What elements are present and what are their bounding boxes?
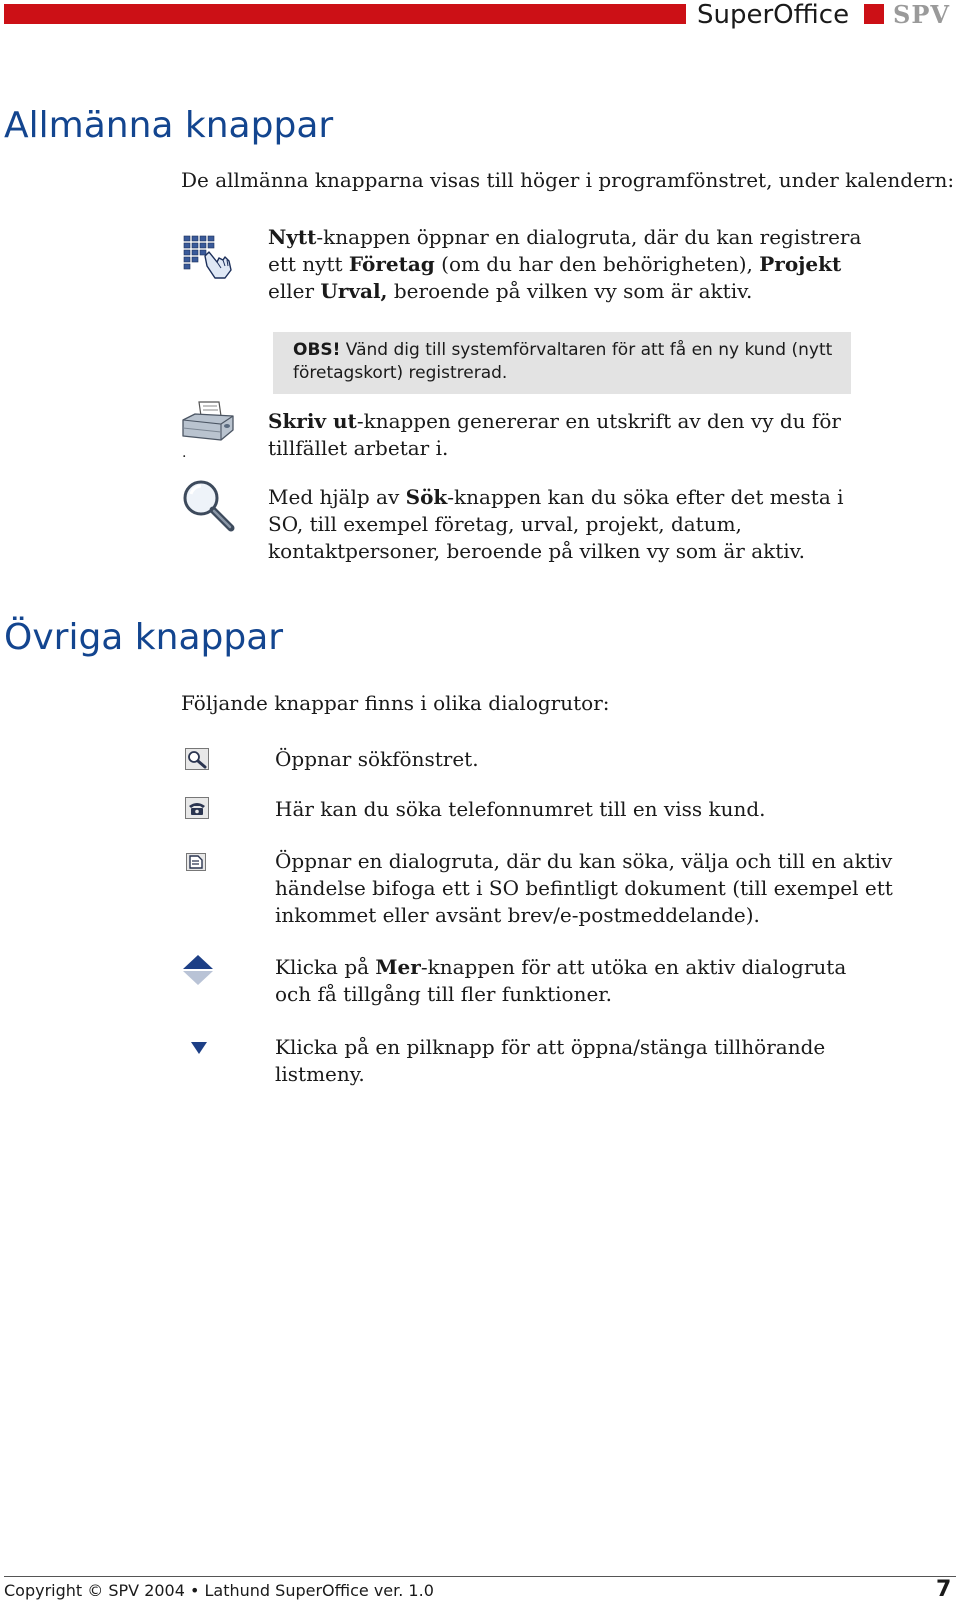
printer-icon bbox=[181, 400, 235, 448]
nytt-text-2: (om du har den behörigheten), bbox=[434, 252, 760, 276]
stray-mark: . bbox=[182, 445, 187, 461]
nytt-bold-1: Nytt bbox=[268, 225, 317, 249]
nytt-text-1: -knappen öppnar en dialogruta, där du kan registrera ett nytt bbox=[268, 225, 862, 276]
more-expand-icon bbox=[182, 954, 214, 986]
item-1-text: Öppnar sökfönstret. bbox=[275, 747, 479, 771]
obs-note bbox=[273, 332, 851, 394]
header-publisher-logo: SPV bbox=[893, 0, 950, 29]
footer-copyright: Copyright © SPV 2004 • Lathund SuperOffice ver. 1.0 bbox=[4, 1581, 434, 1600]
obs-text: Vänd dig till systemförvaltaren för att få en ny kund (nytt företagskort) registrerad. bbox=[293, 340, 833, 383]
header-red-bar bbox=[4, 4, 686, 24]
sok-text-0: Med hjälp av bbox=[268, 485, 406, 509]
skriv-description bbox=[268, 408, 868, 462]
item-3-text: Öppnar en dialogruta, där du kan söka, välja och till en aktiv händelse bifoga ett i SO befintligt dokument (till exempel ett inkommet eller avsänt brev/e-postmeddelande). bbox=[275, 849, 893, 927]
item-2-text: Här kan du söka telefonnumret till en viss kund. bbox=[275, 797, 766, 821]
item-4-text-1: -knappen för att utöka en aktiv dialogruta och få tillgång till fler funktioner. bbox=[275, 955, 847, 1006]
page-number: 7 bbox=[936, 1577, 952, 1602]
nytt-bold-3: Projekt bbox=[759, 252, 842, 276]
magnifier-icon bbox=[181, 478, 237, 534]
dropdown-arrow-icon bbox=[190, 1041, 208, 1055]
obs-label: OBS! bbox=[293, 340, 341, 360]
skriv-text-1: -knappen genererar en utskrift av den vy du för tillfället arbetar i. bbox=[268, 409, 841, 460]
header-brand: SuperOffice bbox=[697, 0, 850, 30]
nytt-bold-4: Urval, bbox=[320, 279, 388, 303]
document-button-icon bbox=[186, 853, 206, 871]
item-4-bold: Mer bbox=[375, 955, 421, 979]
sok-description bbox=[268, 484, 848, 565]
section-intro-ovriga: Följande knappar finns i olika dialogrutor: bbox=[181, 691, 610, 715]
header-red-square bbox=[864, 4, 884, 24]
section-title-allmanna: Allmänna knappar bbox=[4, 105, 334, 146]
section-title-ovriga: Övriga knappar bbox=[4, 617, 284, 658]
item-4-text-0: Klicka på bbox=[275, 955, 376, 979]
skriv-bold-1: Skriv ut bbox=[268, 409, 357, 433]
nytt-text-3: eller bbox=[268, 279, 321, 303]
nytt-bold-2: Företag bbox=[348, 252, 435, 276]
sok-text-1: -knappen kan du söka efter det mesta i SO, till exempel företag, urval, projekt, datum, kontaktpersoner, beroende på vilken vy som är aktiv. bbox=[268, 485, 844, 563]
new-grid-hand-icon bbox=[183, 234, 235, 282]
phone-button-icon bbox=[185, 797, 209, 819]
nytt-description bbox=[268, 224, 868, 305]
footer-rule bbox=[4, 1576, 956, 1577]
sok-bold-1: Sök bbox=[405, 485, 448, 509]
nytt-text-4: beroende på vilken vy som är aktiv. bbox=[387, 279, 753, 303]
small-search-button-icon bbox=[185, 748, 209, 770]
item-4-text bbox=[275, 954, 875, 1008]
item-5-text: Klicka på en pilknapp för att öppna/stänga tillhörande listmeny. bbox=[275, 1035, 826, 1086]
section-intro-allmanna: De allmänna knapparna visas till höger i programfönstret, under kalendern: bbox=[181, 168, 955, 192]
